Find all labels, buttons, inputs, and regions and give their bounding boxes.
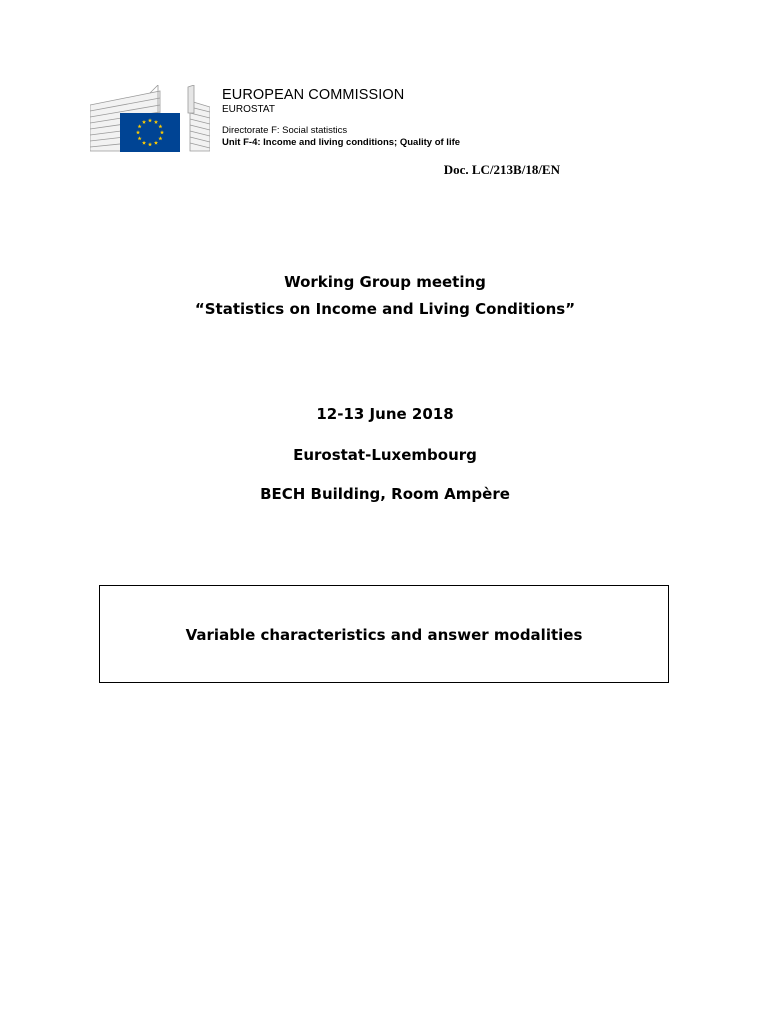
organization-name: EUROPEAN COMMISSION	[222, 87, 405, 103]
document-reference: Doc. LC/213B/18/EN	[443, 162, 560, 177]
meeting-venue: BECH Building, Room Ampère	[260, 485, 510, 503]
meeting-title-line-2: “Statistics on Income and Living Conditions”	[194, 300, 576, 318]
subject-title: Variable characteristics and answer modalities	[185, 626, 583, 644]
organization-block	[222, 87, 404, 116]
meeting-title-line-1: Working Group meeting	[284, 273, 486, 291]
unit-text: Unit F-4: Income and living conditions; Quality of life	[222, 137, 461, 148]
sub-organization-name: EUROSTAT	[222, 104, 275, 115]
meeting-date: 12-13 June 2018	[316, 405, 454, 423]
subject-box	[99, 585, 669, 683]
european-commission-logo	[90, 85, 210, 153]
meeting-location: Eurostat-Luxembourg	[293, 446, 477, 464]
directorate-text: Directorate F: Social statistics	[222, 125, 348, 136]
